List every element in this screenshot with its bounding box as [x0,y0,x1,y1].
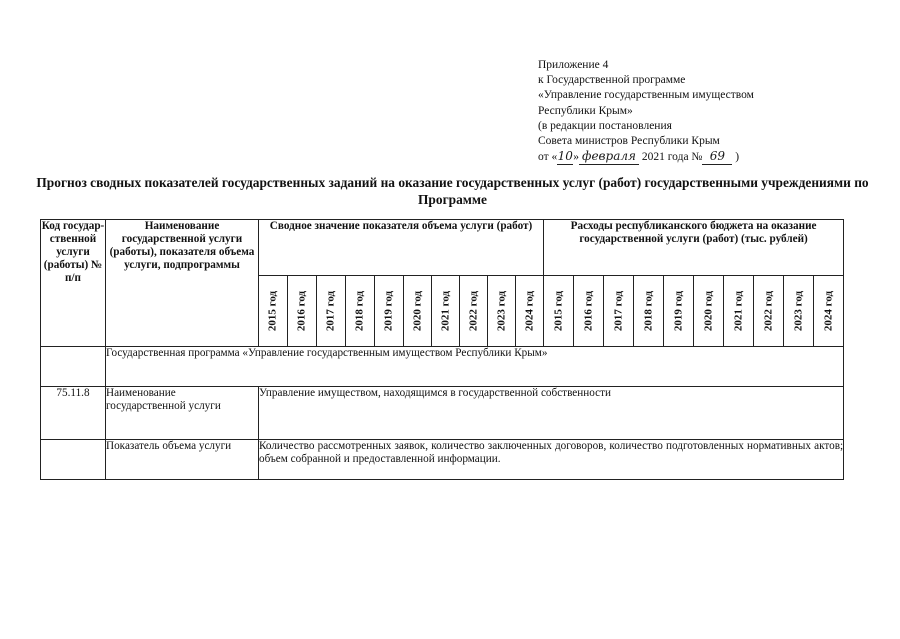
year-expenses-cell [574,276,604,347]
year-label: 2024 год [523,290,536,332]
service-label: Наименование государственной услуги [106,387,259,440]
table-row [41,440,844,480]
date-day: 10 [557,149,573,165]
header-expenses: Расходы республиканского бюджета на оказание государственной услуги (работ) (тыс. рублей) [544,220,844,276]
program-code-cell [41,347,106,387]
year-expenses-cell [544,276,574,347]
header-name: Наименование государственной услуги (работы), показателя объема услуги, подпрограммы [106,220,259,347]
year-label: 2018 год [642,290,655,332]
year-label: 2022 год [762,290,775,332]
year-expenses-cell [784,276,814,347]
year-volume-cell [516,276,544,347]
annex-line: (в редакции постановления [538,119,672,132]
year-label: 2017 год [324,290,337,332]
year-volume-cell [317,276,346,347]
table-row [41,387,844,440]
date-prefix: от « [538,151,558,164]
year-expenses-cell [724,276,754,347]
decree-number: 69 [702,149,732,165]
date-end: ) [735,151,740,164]
year-label: 2016 год [582,290,595,332]
annex-date-line [538,149,868,165]
year-label: 2019 год [382,290,395,332]
year-volume-cell [404,276,432,347]
indicator-code-cell [41,440,106,480]
year-label: 2015 год [552,290,565,332]
year-label: 2020 год [702,290,715,332]
year-label: 2021 год [732,290,745,332]
annex-line: Совета министров Республики Крым [538,135,720,148]
annex-line: Республики Крым» [538,104,633,117]
year-label: 2022 год [467,290,479,332]
year-volume-cell [346,276,375,347]
date-month: февраля [579,149,639,165]
year-label: 2019 год [672,290,685,332]
indicator-value: Количество рассмотренных заявок, количество заключенных договоров, количество подготовленных нормативных актов; объем собранной и предоставленной информации. [259,440,844,480]
year-volume-cell [288,276,317,347]
header-code: Код государ-ственной услуги (работы) № п/п [41,220,106,347]
forecast-table [40,219,844,480]
table-row [41,347,844,387]
service-value: Управление имуществом, находящимся в государственной собственности [259,387,844,440]
date-close: » [573,151,579,164]
document-title: Прогноз сводных показателей государственных заданий на оказание государственных услуг (работ) государственными учреждениями по Программе [36,175,869,207]
annex-line: «Управление государственным имуществом [538,89,754,102]
year-label: 2023 год [792,290,805,332]
year-expenses-cell [634,276,664,347]
year-label: 2023 год [495,290,507,332]
service-code: 75.11.8 [41,387,106,440]
year-volume-cell [259,276,288,347]
year-label: 2015 год [266,290,279,332]
year-label: 2017 год [612,290,625,332]
year-label: 2021 год [439,290,451,332]
year-volume-cell [460,276,488,347]
year-label: 2018 год [353,290,366,332]
header-volume: Сводное значение показателя объема услуги (работ) [259,220,544,276]
year-expenses-cell [814,276,844,347]
year-volume-cell [432,276,460,347]
year-expenses-cell [664,276,694,347]
annex-line: к Государственной программе [538,74,686,87]
year-volume-cell [488,276,516,347]
year-expenses-cell [694,276,724,347]
year-label: 2020 год [411,290,423,332]
year-volume-cell [375,276,404,347]
date-year: 2021 года № [639,151,703,164]
annex-line: Приложение 4 [538,59,609,71]
annex-block [538,58,868,165]
year-expenses-cell [754,276,784,347]
year-label: 2024 год [822,290,835,332]
year-label: 2016 год [295,290,308,332]
program-name: Государственная программа «Управление государственным имуществом Республики Крым» [106,347,844,387]
year-expenses-cell [604,276,634,347]
indicator-label: Показатель объема услуги [106,440,259,480]
